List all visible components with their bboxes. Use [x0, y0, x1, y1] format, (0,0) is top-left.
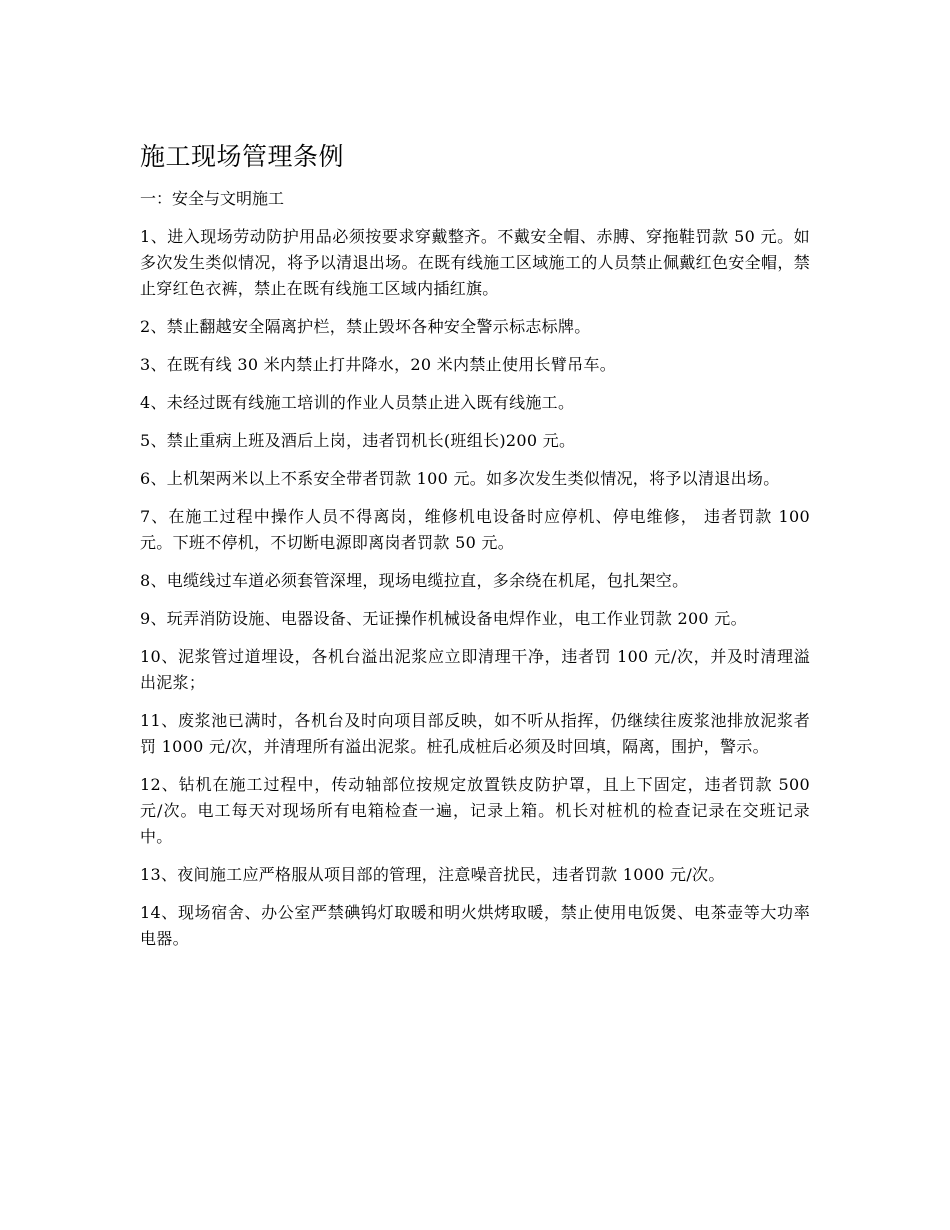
document-title: 施工现场管理条例	[140, 142, 345, 171]
regulation-item-5: 5、禁止重病上班及酒后上岗，违者罚机长(班组长)200 元。	[140, 431, 576, 450]
regulation-item-6: 6、上机架两米以上不系安全带者罚款 100 元。如多次发生类似情况，将予以清退出场。	[140, 469, 780, 488]
regulation-item-1: 1、进入现场劳动防护用品必须按要求穿戴整齐。不戴安全帽、赤膊、穿拖鞋罚款 50 元。如多次发生类似情况，将予以清退出场。在既有线施工区域施工的人员禁止佩戴红色安全帽，禁止穿红色衣裤，禁止在既有线施工区域内插红旗。	[140, 227, 810, 298]
document-page	[140, 140, 810, 964]
regulation-item-9: 9、玩弄消防设施、电器设备、无证操作机械设备电焊作业，电工作业罚款 200 元。	[140, 609, 747, 628]
regulation-item-10: 10、泥浆管过道埋设，各机台溢出泥浆应立即清理干净，违者罚 100 元/次，并及时清理溢出泥浆；	[140, 647, 810, 692]
regulation-item-14: 14、现场宿舍、办公室严禁碘钨灯取暖和明火烘烤取暖，禁止使用电饭煲、电茶壶等大功率电器。	[140, 903, 810, 948]
regulation-item-2: 2、禁止翻越安全隔离护栏，禁止毁坏各种安全警示标志标牌。	[140, 317, 591, 336]
regulation-item-8: 8、电缆线过车道必须套管深埋，现场电缆拉直，多余绕在机尾，包扎架空。	[140, 571, 689, 590]
regulation-item-13: 13、夜间施工应严格服从项目部的管理，注意噪音扰民，违者罚款 1000 元/次。	[140, 865, 725, 884]
regulation-item-12: 12、钻机在施工过程中，传动轴部位按规定放置铁皮防护罩，且上下固定，违者罚款 500 元/次。电工每天对现场所有电箱检查一遍，记录上箱。机长对桩机的检查记录在交班记录中。	[140, 775, 810, 846]
section-heading: 一：安全与文明施工	[140, 189, 285, 208]
regulation-item-11: 11、废浆池已满时，各机台及时向项目部反映，如不听从指挥，仍继续往废浆池排放泥浆者罚 1000 元/次，并清理所有溢出泥浆。桩孔成桩后必须及时回填，隔离，围护，警示。	[140, 711, 810, 756]
regulation-item-7: 7、在施工过程中操作人员不得离岗，维修机电设备时应停机、停电维修， 违者罚款 100 元。下班不停机，不切断电源即离岗者罚款 50 元。	[140, 507, 810, 552]
regulation-item-4: 4、未经过既有线施工培训的作业人员禁止进入既有线施工。	[140, 393, 575, 412]
regulation-item-3: 3、在既有线 30 米内禁止打井降水，20 米内禁止使用长臂吊车。	[140, 355, 617, 374]
